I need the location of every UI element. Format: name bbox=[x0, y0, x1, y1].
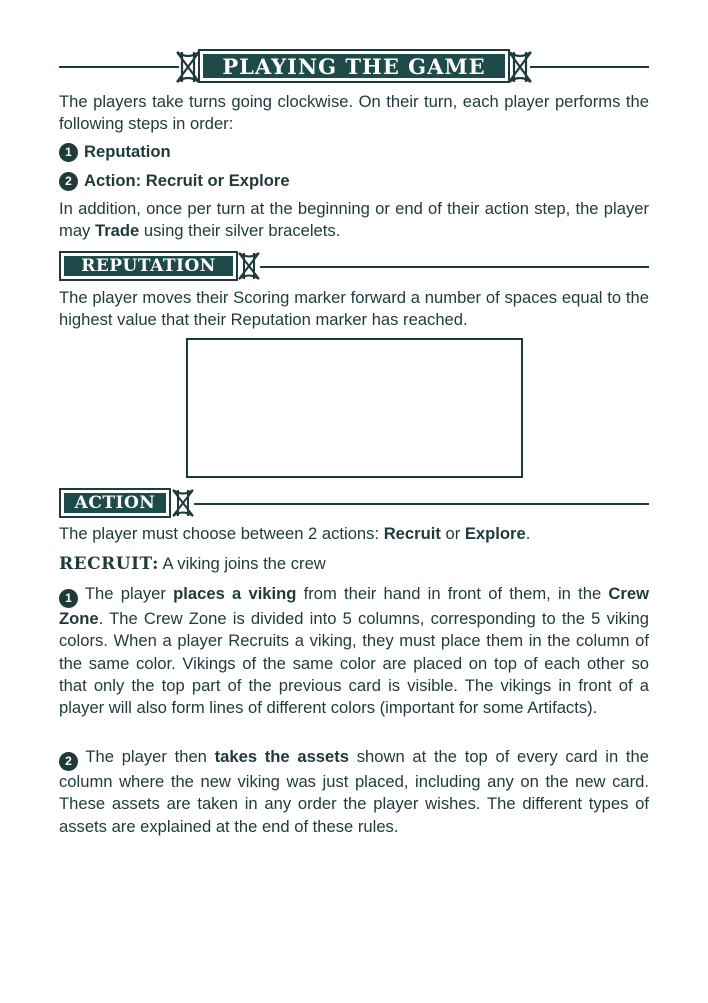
recruit-text: . The Crew Zone is divided into 5 columns, corresponding to the 5 viking colors. When a player Recruits a viking, they must place them in the column of the same color. Vikings of the same color are placed on top of each other so that only the top part of the previous card is visible. The vikings in front of a player will also form lines of different colors (important for some Artifacts). bbox=[59, 608, 649, 718]
reputation-paragraph: The player moves their Scoring marker forward a number of spaces equal to the highest value that their Reputation marker has reached. bbox=[59, 288, 649, 330]
action-text: . bbox=[525, 524, 531, 543]
step-label: Reputation bbox=[84, 142, 171, 161]
recruit-keyword: Crew Zone bbox=[59, 584, 649, 628]
trade-paragraph bbox=[59, 198, 649, 243]
action-title: ACTION bbox=[64, 493, 166, 513]
trade-keyword: Trade bbox=[94, 221, 140, 241]
recruit-keyword: places a viking bbox=[173, 584, 297, 603]
action-text: The player must choose between 2 actions: bbox=[59, 524, 384, 543]
recruit-subtitle: A viking joins the crew bbox=[158, 554, 326, 573]
celtic-knot-icon bbox=[506, 48, 534, 86]
celtic-knot-icon bbox=[236, 249, 262, 283]
step-number-badge: 2 bbox=[59, 752, 78, 771]
action-option-recruit: Recruit bbox=[383, 524, 441, 543]
step-action bbox=[59, 171, 290, 191]
reputation-banner bbox=[59, 251, 238, 281]
step-number-badge: 1 bbox=[59, 143, 78, 162]
step-label: Action: Recruit or Explore bbox=[84, 171, 290, 190]
banner-rule-left bbox=[59, 66, 179, 68]
trade-text: using their silver bracelets. bbox=[139, 221, 341, 241]
trade-text: In addition, once per turn at the beginning or end of their action step, the player may bbox=[59, 199, 649, 241]
step-number-badge: 1 bbox=[59, 589, 78, 608]
recruit-step-2 bbox=[59, 746, 649, 838]
illustration-frame bbox=[186, 338, 523, 478]
recruit-keyword: takes the assets bbox=[214, 747, 350, 766]
action-banner bbox=[59, 488, 171, 518]
recruit-step-1 bbox=[59, 583, 649, 720]
step-number-badge: 2 bbox=[59, 172, 78, 191]
section-title-banner bbox=[198, 49, 510, 83]
celtic-knot-icon bbox=[170, 486, 196, 520]
action-paragraph bbox=[59, 523, 649, 545]
action-option-explore: Explore bbox=[464, 524, 526, 543]
banner-rule-right bbox=[530, 66, 649, 68]
action-rule bbox=[194, 503, 649, 505]
reputation-title: REPUTATION bbox=[64, 256, 233, 276]
intro-paragraph: The players take turns going clockwise. On their turn, each player performs the following steps in order: bbox=[59, 92, 649, 134]
step-reputation bbox=[59, 142, 171, 162]
recruit-text: The player bbox=[78, 584, 174, 603]
reputation-rule bbox=[260, 266, 649, 268]
recruit-text: The player then bbox=[78, 747, 215, 766]
recruit-heading bbox=[59, 554, 326, 574]
recruit-title: RECRUIT: bbox=[59, 554, 159, 574]
recruit-text: from their hand in front of them, in the bbox=[296, 584, 609, 603]
section-title: PLAYING THE GAME bbox=[203, 54, 505, 78]
action-text: or bbox=[440, 524, 465, 543]
recruit-text: shown at the top of every card in the column where the new viking was just placed, including any on the new card. These assets are taken in any order the player wishes. The different types of assets are explained at the end of these rules. bbox=[59, 747, 649, 836]
